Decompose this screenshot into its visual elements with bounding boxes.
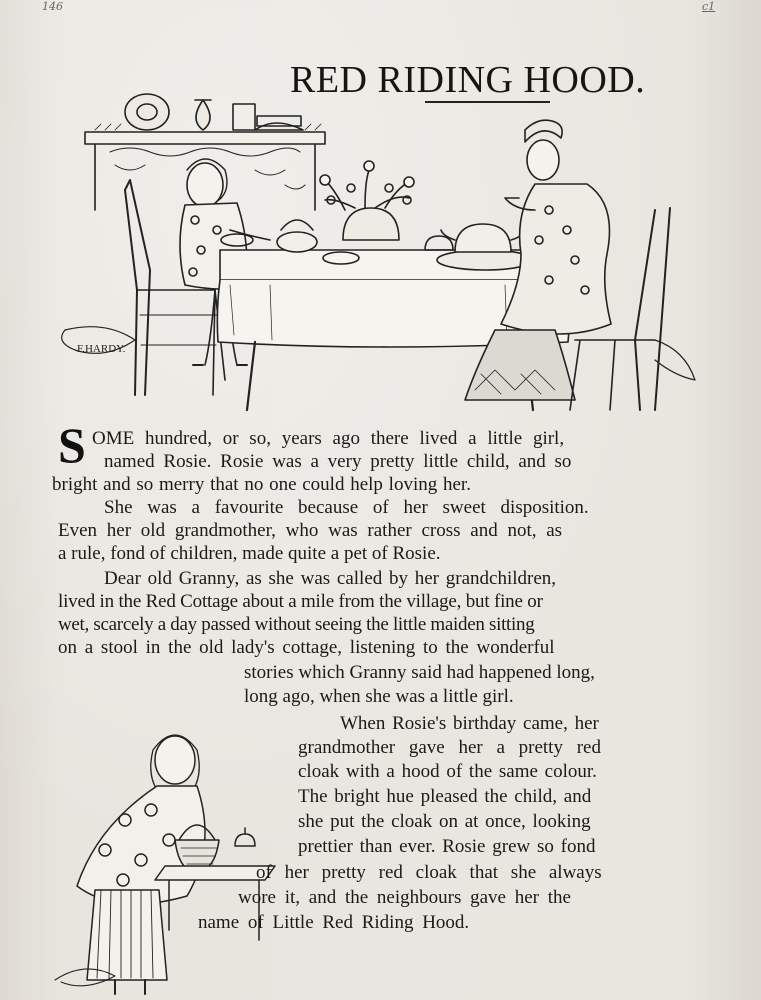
story-line: long ago, when she was a little girl. [244,686,514,707]
story-line: The bright hue pleased the child, and [298,786,592,807]
story-line: Dear old Granny, as she was called by her grandchildren, [104,568,557,589]
story-line: Even her old grandmother, who was rather cross and not, as [58,520,563,541]
story-line: on a stool in the old lady's cottage, listening to the wonderful [58,637,555,658]
story-line: She was a favourite because of her sweet disposition. [104,497,589,518]
drop-cap: S [58,417,86,473]
page-title: RED RIDING HOOD. [290,59,646,101]
story-line: wet, scarcely a day passed without seeing the little maiden sitting [58,614,535,635]
girl-with-basket-illustration [45,730,290,1000]
story-line: prettier than ever. Rosie grew so fond [298,836,596,857]
story-line: bright and so merry that no one could help loving her. [52,474,471,495]
story-line: stories which Granny said had happened long, [244,662,595,683]
illustrator-signature: F.HARDY. [77,343,126,355]
story-line: grandmother gave her a pretty red [298,737,601,758]
story-line: a rule, fond of children, made quite a pet of Rosie. [58,543,441,564]
tea-party-illustration [55,90,715,420]
story-line: of her pretty red cloak that she always [256,862,602,883]
story-line: name of Little Red Riding Hood. [198,912,470,933]
story-line: lived in the Red Cottage about a mile from the village, but fine or [58,591,543,612]
story-line: When Rosie's birthday came, her [340,713,599,734]
story-line: cloak with a hood of the same colour. [298,761,597,782]
story-line: wore it, and the neighbours gave her the [238,887,571,908]
story-line: OME hundred, or so, years ago there lived a little girl, [92,428,565,449]
pencil-catalog-mark: c1 [702,0,716,13]
story-line: named Rosie. Rosie was a very pretty little child, and so [104,451,572,472]
story-line: she put the cloak on at once, looking [298,811,591,832]
pencil-page-number: 146 [42,0,63,13]
